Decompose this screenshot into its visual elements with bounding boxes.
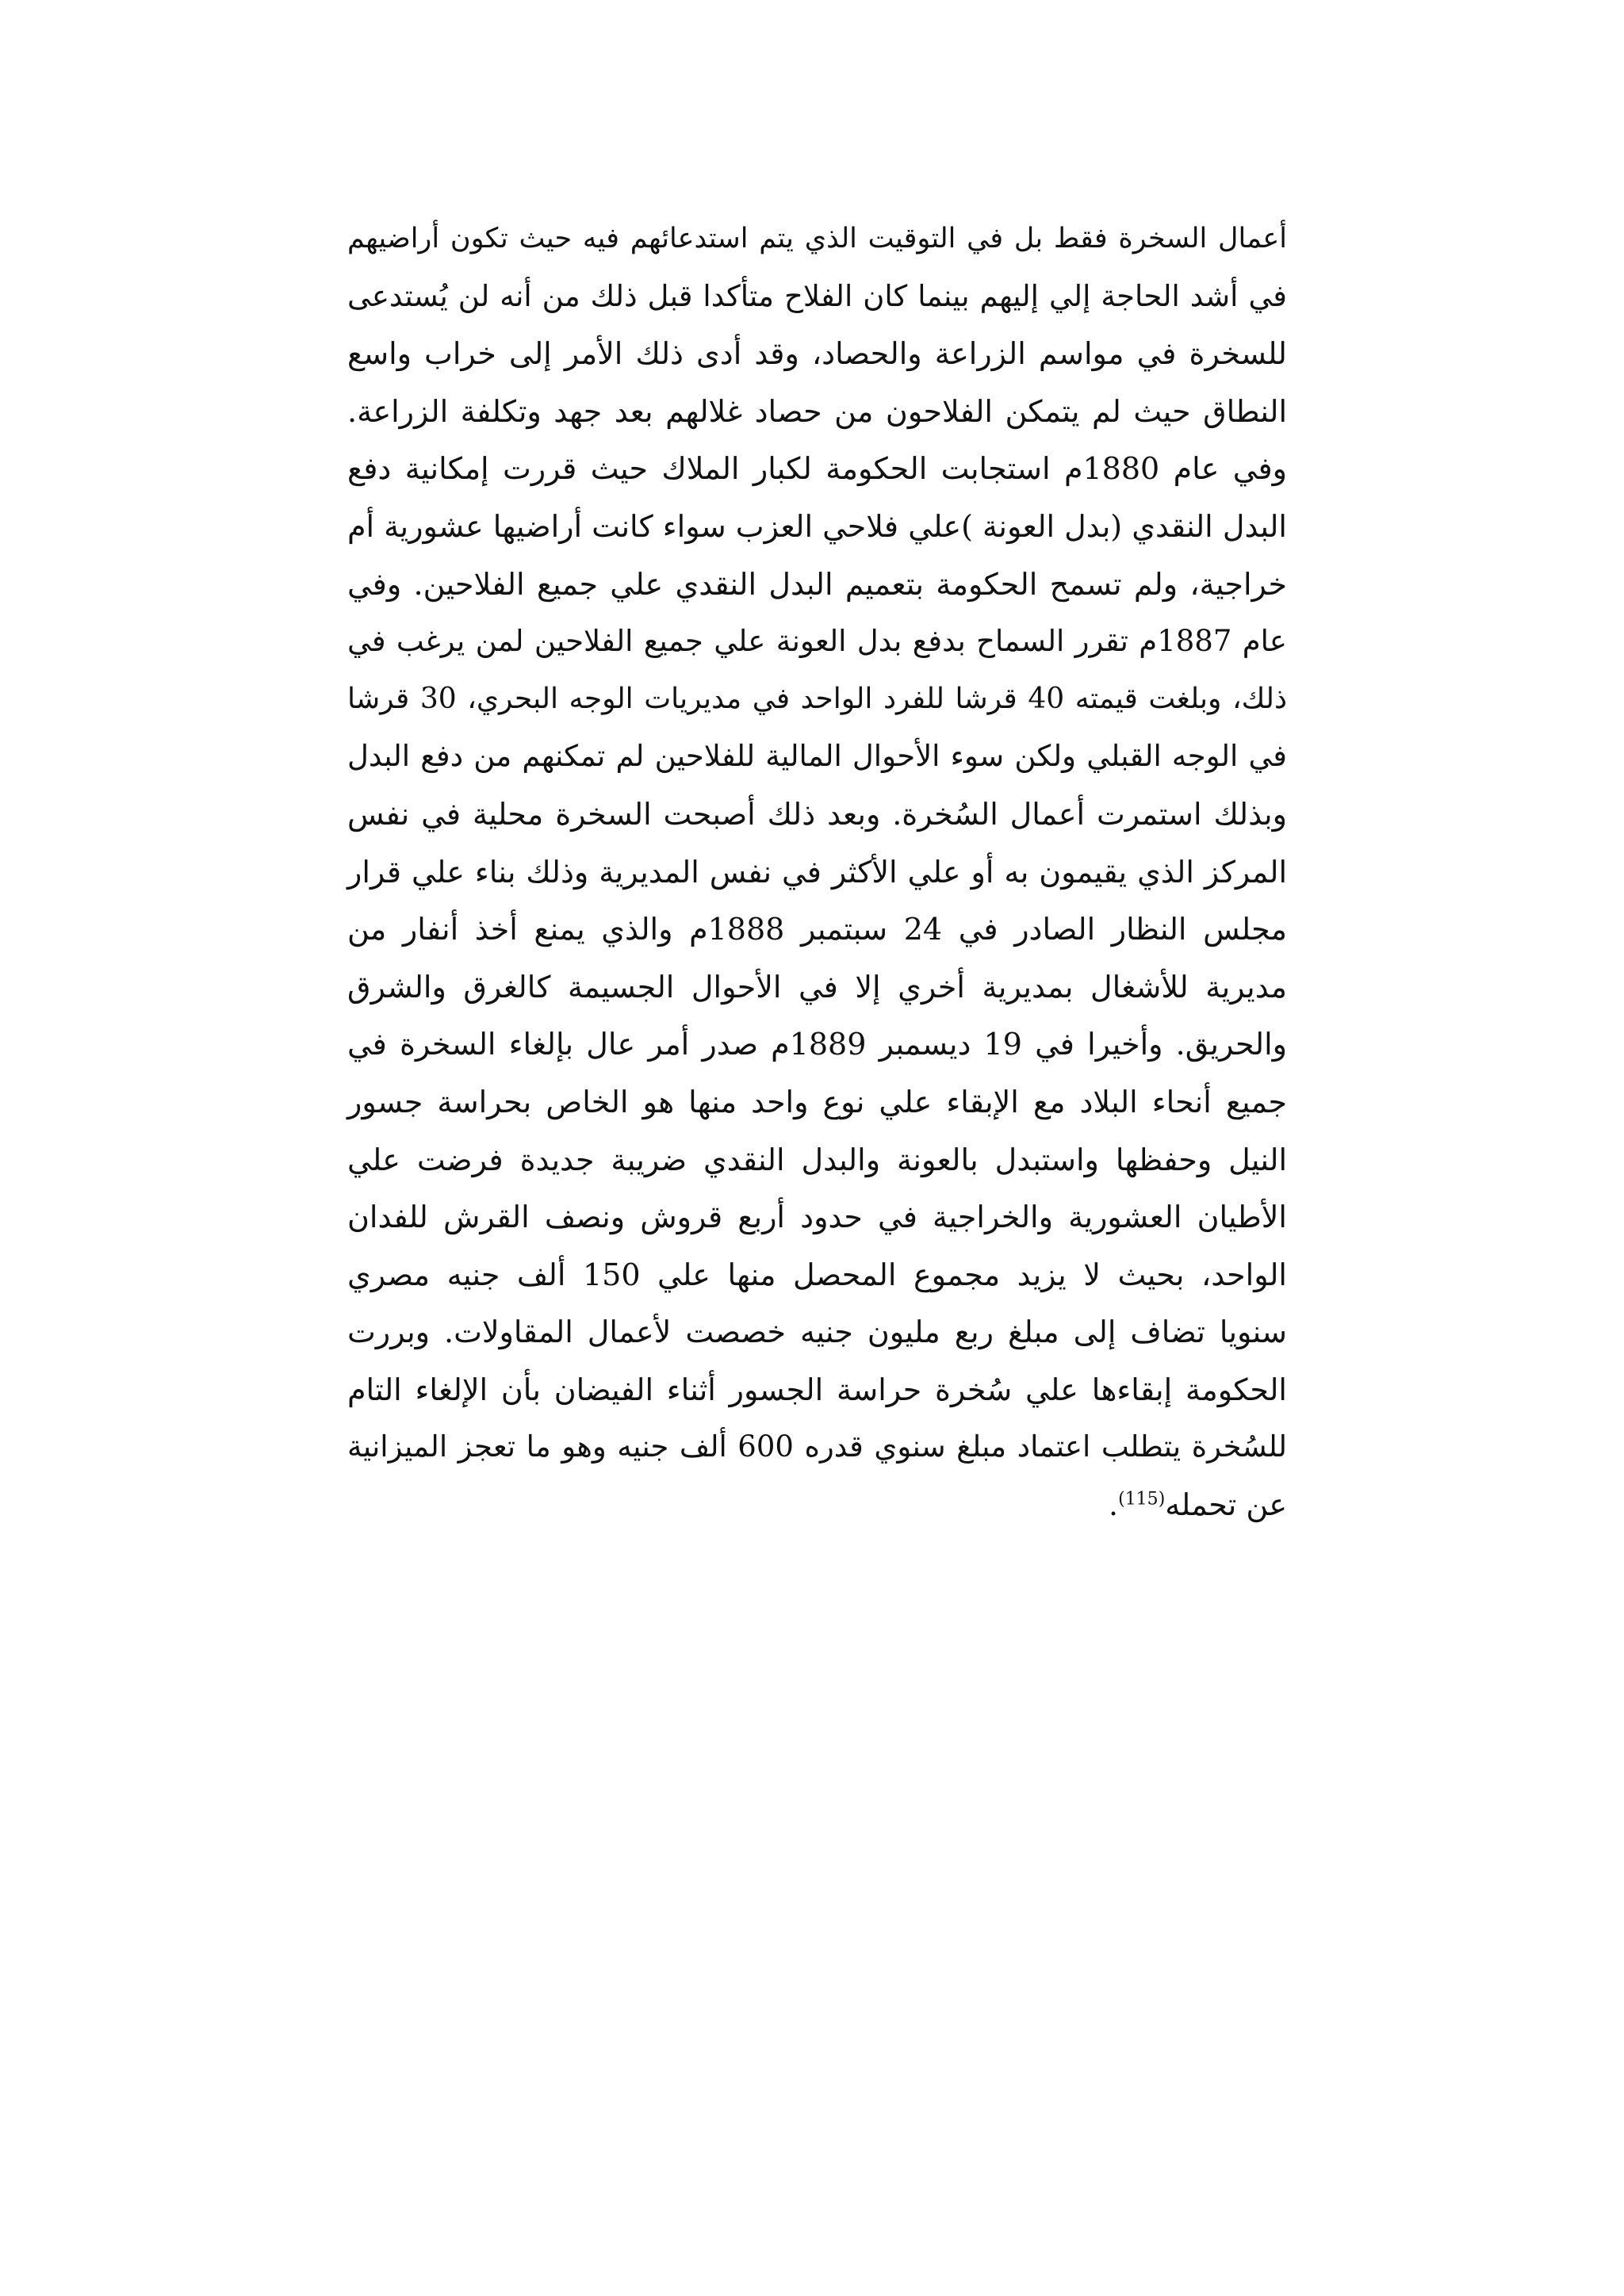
body-paragraph	[347, 210, 1287, 1534]
text-line: والحريق. وأخيرا في 19 ديسمبر 1889م صدر أمر عال بإلغاء السخرة في	[347, 1027, 1287, 1062]
text-line: أعمال السخرة فقط بل في التوقيت الذي يتم استدعائهم فيه حيث تكون أراضيهم	[347, 223, 1287, 254]
text-line-last	[347, 1476, 1287, 1534]
text-line: وفي عام 1880م استجابت الحكومة لكبار الملاك حيث قررت إمكانية دفع	[347, 451, 1287, 487]
text-line: خراجية، ولم تسمح الحكومة بتعميم البدل النقدي علي جميع الفلاحين. وفي	[347, 566, 1287, 602]
footnote-reference: (115)	[1118, 1489, 1166, 1510]
text-line: الأطيان العشورية والخراجية في حدود أربع قروش ونصف القرش للفدان	[347, 1200, 1287, 1235]
text-line: البدل النقدي (بدل العونة )علي فلاحي العزب سواء كانت أراضيها عشورية أم	[347, 508, 1287, 544]
last-line-text: عن تحمله	[1165, 1487, 1287, 1523]
text-line: للسُخرة يتطلب اعتماد مبلغ سنوي قدره 600 ألف جنيه وهو ما تعجز الميزانية	[347, 1429, 1287, 1464]
text-line: النطاق حيث لم يتمكن الفلاحون من حصاد غلالهم بعد جهد وتكلفة الزراعة.	[347, 393, 1287, 429]
text-line: في الوجه القبلي ولكن سوء الأحوال المالية للفلاحين لم تمكنهم من دفع البدل	[347, 739, 1287, 774]
text-line: ذلك، وبلغت قيمته 40 قرشا للفرد الواحد في مديريات الوجه البحري، 30 قرشا	[347, 682, 1287, 715]
text-line: وبذلك استمرت أعمال السُخرة. وبعد ذلك أصبحت السخرة محلية في نفس	[347, 796, 1287, 832]
text-line: الحكومة إبقاءها علي سُخرة حراسة الجسور أثناء الفيضان بأن الإلغاء التام	[347, 1372, 1287, 1407]
text-line: جميع أنحاء البلاد مع الإبقاء علي نوع واحد منها هو الخاص بحراسة جسور	[347, 1084, 1287, 1119]
text-line: النيل وحفظها واستبدل بالعونة والبدل النقدي ضريبة جديدة فرضت علي	[347, 1142, 1287, 1177]
text-line: للسخرة في مواسم الزراعة والحصاد، وقد أدى ذلك الأمر إلى خراب واسع	[347, 336, 1287, 372]
text-line: المركز الذي يقيمون به أو علي الأكثر في نفس المديرية وذلك بناء علي قرار	[347, 854, 1287, 890]
text-line: سنويا تضاف إلى مبلغ ربع مليون جنيه خصصت لأعمال المقاولات. وبررت	[347, 1314, 1287, 1350]
last-line-period: .	[1109, 1487, 1119, 1523]
text-line: عام 1887م تقرر السماح بدفع بدل العونة علي جميع الفلاحين لمن يرغب في	[347, 624, 1287, 659]
text-line: في أشد الحاجة إلي إليهم بينما كان الفلاح متأكدا قبل ذلك من أنه لن يُستدعى	[347, 278, 1287, 313]
text-line: مجلس النظار الصادر في 24 سبتمبر 1888م والذي يمنع أخذ أنفار من	[347, 912, 1287, 947]
text-line: مديرية للأشغال بمديرية أخري إلا في الأحوال الجسيمة كالغرق والشرق	[347, 969, 1287, 1004]
text-line: الواحد، بحيث لا يزيد مجموع المحصل منها علي 150 ألف جنيه مصري	[347, 1257, 1287, 1292]
